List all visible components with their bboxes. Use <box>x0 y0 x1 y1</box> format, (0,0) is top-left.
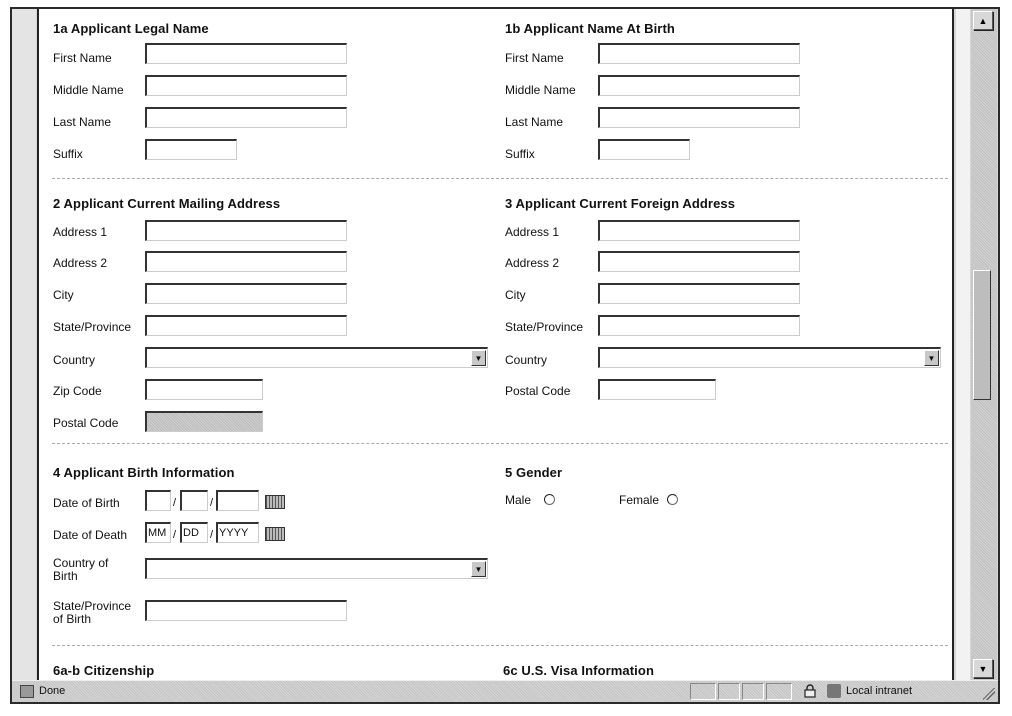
resize-grip-icon[interactable] <box>983 688 995 700</box>
date-separator: / <box>210 497 214 509</box>
section-2-title: 2 Applicant Current Mailing Address <box>53 196 281 211</box>
country-of-birth-label-line1: Country of <box>53 556 109 570</box>
mail-address2-label: Address 2 <box>53 256 108 270</box>
country-of-birth-label-line2: Birth <box>53 569 78 583</box>
vertical-scrollbar[interactable] <box>971 9 997 680</box>
birth-suffix-label: Suffix <box>505 147 535 161</box>
state-of-birth-input[interactable] <box>145 600 347 621</box>
foreign-city-label: City <box>505 288 526 302</box>
birth-middle-name-input[interactable] <box>598 75 800 96</box>
birth-middle-name-label: Middle Name <box>505 83 576 97</box>
status-pane <box>766 683 792 700</box>
status-pane <box>690 683 716 700</box>
foreign-postal-input[interactable] <box>598 379 716 400</box>
country-of-birth-select[interactable] <box>145 558 488 579</box>
foreign-address1-input[interactable] <box>598 220 800 241</box>
dob-label: Date of Birth <box>53 496 120 510</box>
left-margin <box>12 9 36 680</box>
mail-country-select[interactable] <box>145 347 488 368</box>
form-content <box>37 9 954 680</box>
birth-last-name-label: Last Name <box>505 115 564 129</box>
dob-month-input[interactable] <box>145 490 171 511</box>
mail-postal-label: Postal Code <box>53 416 119 430</box>
legal-suffix-label: Suffix <box>53 147 83 161</box>
scroll-up-arrow-icon[interactable]: ▲ <box>973 11 993 30</box>
mail-country-label: Country <box>53 353 96 367</box>
dod-year-input[interactable]: YYYY <box>216 522 259 543</box>
section-1a-title: 1a Applicant Legal Name <box>53 21 209 36</box>
status-pane <box>742 683 764 700</box>
status-pane <box>718 683 740 700</box>
foreign-country-select[interactable] <box>598 347 941 368</box>
mail-address2-input[interactable] <box>145 251 347 272</box>
state-of-birth-label-line1: State/Province <box>53 599 132 613</box>
section-divider <box>52 645 948 646</box>
foreign-postal-label: Postal Code <box>505 384 571 398</box>
scroll-down-arrow-icon[interactable]: ▼ <box>973 659 993 678</box>
foreign-state-input[interactable] <box>598 315 800 336</box>
lock-icon <box>804 684 816 698</box>
birth-suffix-input[interactable] <box>598 139 690 160</box>
chevron-down-icon[interactable]: ▼ <box>471 350 486 366</box>
section-3-title: 3 Applicant Current Foreign Address <box>505 196 736 211</box>
mail-address1-input[interactable] <box>145 220 347 241</box>
mail-address1-label: Address 1 <box>53 225 108 239</box>
scrollbar-thumb[interactable] <box>973 270 991 400</box>
gender-female-radio[interactable] <box>667 494 678 505</box>
dod-day-input[interactable]: DD <box>180 522 208 543</box>
calendar-icon[interactable] <box>265 527 285 541</box>
date-separator: / <box>173 497 177 509</box>
dob-day-input[interactable] <box>180 490 208 511</box>
section-divider <box>52 443 948 444</box>
legal-first-name-label: First Name <box>53 51 112 65</box>
gender-male-label: Male <box>505 493 532 507</box>
chevron-down-icon[interactable]: ▼ <box>471 561 486 577</box>
foreign-state-label: State/Province <box>505 320 584 334</box>
section-4-title: 4 Applicant Birth Information <box>53 465 235 480</box>
dob-year-input[interactable] <box>216 490 259 511</box>
legal-first-name-input[interactable] <box>145 43 347 64</box>
section-5-title: 5 Gender <box>505 465 563 480</box>
foreign-address2-input[interactable] <box>598 251 800 272</box>
foreign-country-label: Country <box>505 353 548 367</box>
dod-month-input[interactable]: MM <box>145 522 171 543</box>
birth-last-name-input[interactable] <box>598 107 800 128</box>
foreign-address1-label: Address 1 <box>505 225 560 239</box>
mail-city-input[interactable] <box>145 283 347 304</box>
gender-female-label: Female <box>619 493 660 507</box>
mail-state-label: State/Province <box>53 320 132 334</box>
foreign-address2-label: Address 2 <box>505 256 560 270</box>
foreign-city-input[interactable] <box>598 283 800 304</box>
status-bar <box>12 680 998 702</box>
mail-state-input[interactable] <box>145 315 347 336</box>
status-text: Done <box>39 685 66 697</box>
mail-postal-input-disabled <box>145 411 263 432</box>
calendar-icon[interactable] <box>265 495 285 509</box>
mail-city-label: City <box>53 288 74 302</box>
date-separator: / <box>210 529 214 541</box>
legal-middle-name-label: Middle Name <box>53 83 124 97</box>
legal-middle-name-input[interactable] <box>145 75 347 96</box>
legal-last-name-input[interactable] <box>145 107 347 128</box>
legal-last-name-label: Last Name <box>53 115 112 129</box>
page-icon <box>20 685 34 698</box>
section-1b-title: 1b Applicant Name At Birth <box>505 21 675 36</box>
birth-first-name-input[interactable] <box>598 43 800 64</box>
gender-male-radio[interactable] <box>544 494 555 505</box>
right-gutter <box>956 9 970 680</box>
security-zone: Local intranet <box>846 685 913 697</box>
dod-label: Date of Death <box>53 528 128 542</box>
section-6ab-title: 6a-b Citizenship <box>53 663 155 678</box>
mail-zip-label: Zip Code <box>53 384 102 398</box>
mail-zip-input[interactable] <box>145 379 263 400</box>
state-of-birth-label-line2: of Birth <box>53 612 92 626</box>
legal-suffix-input[interactable] <box>145 139 237 160</box>
chevron-down-icon[interactable]: ▼ <box>924 350 939 366</box>
intranet-icon <box>827 684 841 698</box>
section-divider <box>52 178 948 179</box>
date-separator: / <box>173 529 177 541</box>
birth-first-name-label: First Name <box>505 51 564 65</box>
section-6c-title: 6c U.S. Visa Information <box>503 663 654 678</box>
